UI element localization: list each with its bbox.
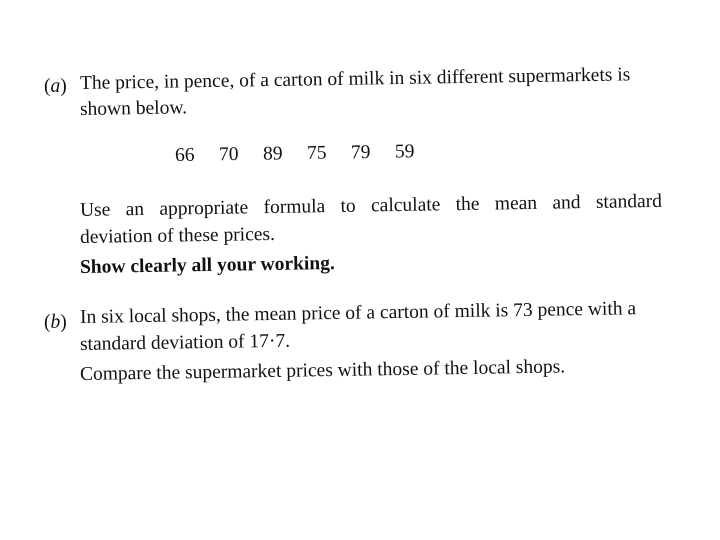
- part-a-line-2: shown below.: [79, 97, 188, 120]
- price-value: 89: [262, 143, 283, 165]
- part-a-working-instruction: Show clearly all your working.: [79, 252, 335, 278]
- price-value: 70: [218, 144, 239, 166]
- part-a-label: (a): [44, 76, 67, 97]
- price-value: 75: [306, 142, 327, 164]
- part-a-instruction-line-1: Use an appropriate formula to calculate the mean and standard: [79, 190, 663, 221]
- part-b-line-3: Compare the supermarket prices with those of the local shops.: [79, 356, 566, 385]
- part-b-line-1: In six local shops, the mean price of a carton of milk is 73 pence with a: [79, 298, 637, 328]
- price-value: 66: [174, 144, 195, 166]
- price-list: [175, 142, 425, 165]
- part-b-label: (b): [44, 312, 67, 333]
- part-a-line-1: The price, in pence, of a carton of milk in six different supermarkets is: [79, 64, 631, 94]
- part-a-instruction-line-2: deviation of these prices.: [79, 223, 276, 248]
- part-b-line-2: standard deviation of 17·7.: [79, 330, 291, 355]
- price-value: 59: [394, 141, 415, 163]
- price-value: 79: [350, 141, 371, 164]
